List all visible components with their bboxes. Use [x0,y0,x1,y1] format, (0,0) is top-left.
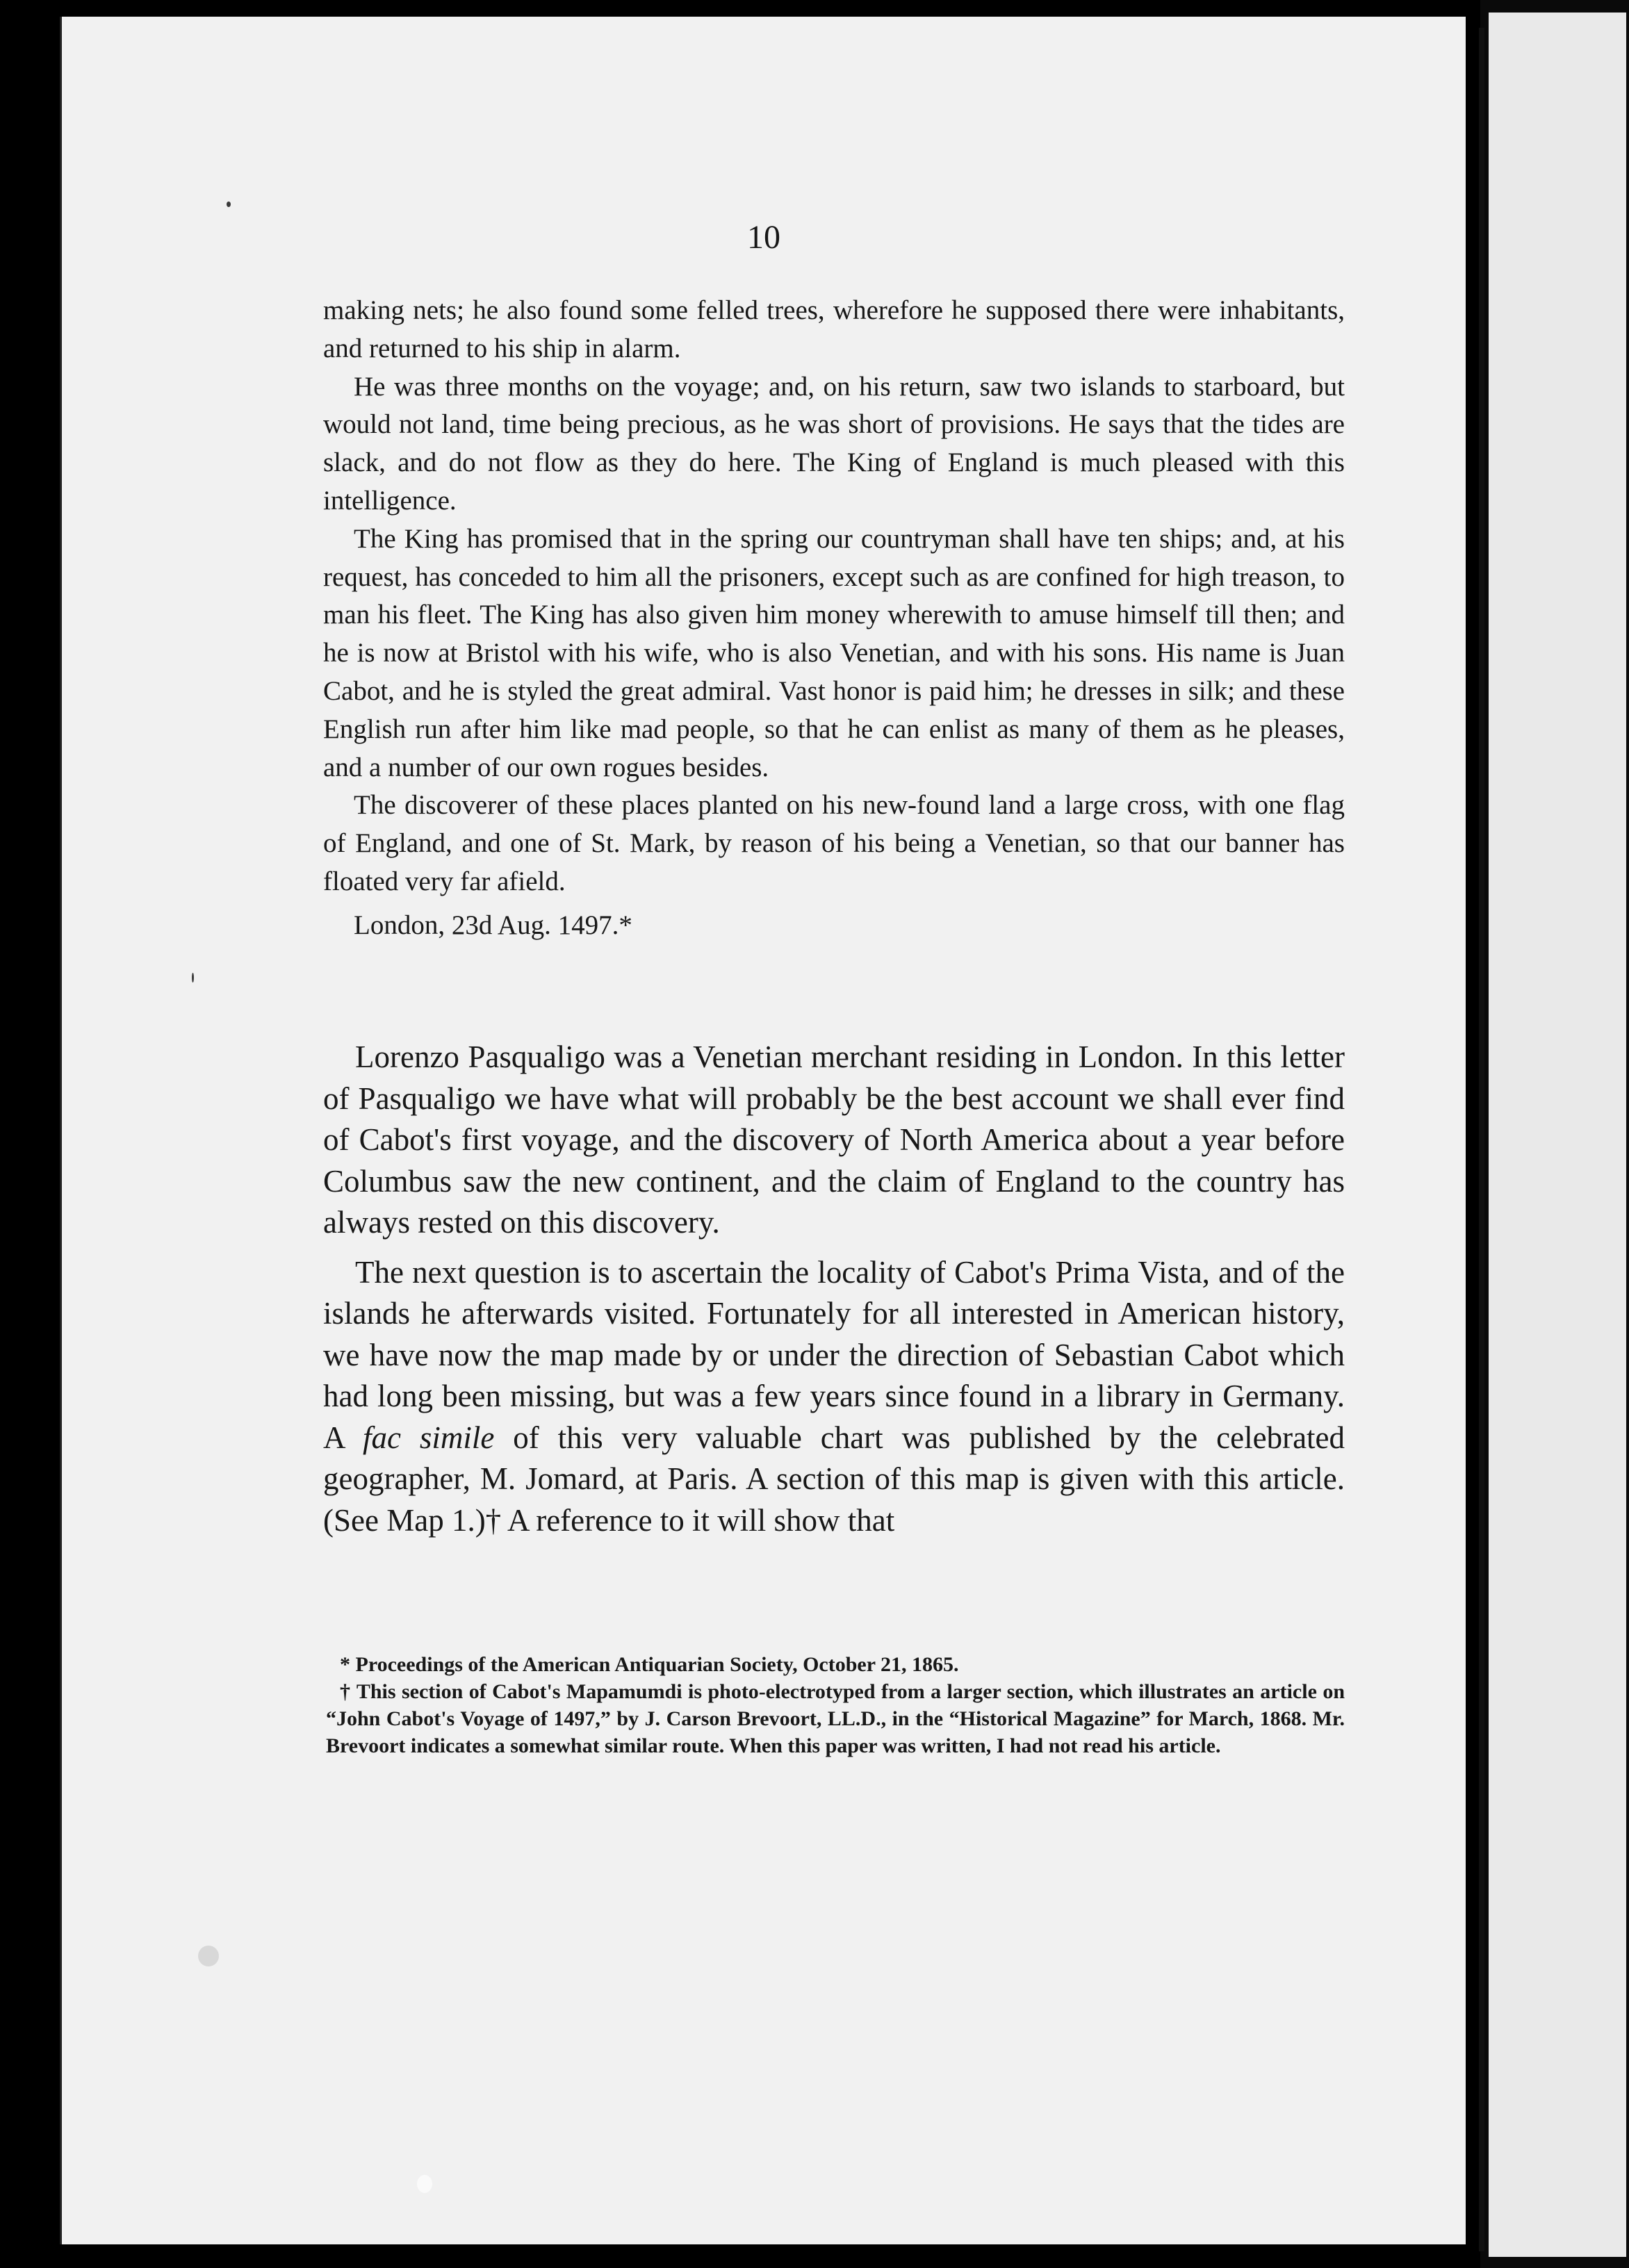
scan-speck [417,2175,432,2193]
italic-text: fac simile [362,1420,495,1455]
book-gutter [1479,28,1484,2251]
main-text [323,1037,1345,1541]
scan-speck [198,1946,219,1966]
body-paragraph [323,1252,1345,1542]
letter-dateline: London, 23d Aug. 1497.* [354,910,632,940]
letter-paragraph: The discoverer of these places planted on his new-found land a large cross, with one flag of England, and one of St. Mark, by reason of his being a Venetian, so that our banner has floated very far afield. [323,790,1345,896]
footnote: † This section of Cabot's Mapamumdi is photo-electrotyped from a larger section, which illustrates an article on “John Cabot's Voyage of 1497,” by J. Carson Brevoort, LL.D., in the “Historical Magazine” for March, 1868. Mr. Brevoort indicates a somewhat similar route. When this paper was written, I had not read his article. [326,1680,1345,1757]
letter-paragraph: The King has promised that in the spring our countryman shall have ten ships; and, at his request, has conceded to him all the prisoners, except such as are confined for high treason, to man his fleet. The King has also given him money wherewith to amuse himself till then; and he is now at Bristol with his wife, who is also Venetian, and with his sons. His name is Juan Cabot, and he is styled the great admiral. Vast honor is paid him; he dresses in silk; and these English run after him like mad people, so that he can enlist as many of them as he pleases, and a number of our own rogues besides. [323,523,1345,782]
footnote: * Proceedings of the American Antiquarian Society, October 21, 1865. [340,1653,959,1676]
book-page [60,17,1466,2244]
letter-paragraph: making nets; he also found some felled trees, wherefore he supposed there were inhabitants, and returned to his ship in alarm. [323,295,1345,363]
letter-paragraph: He was three months on the voyage; and, on his return, saw two islands to starboard, but would not land, time being precious, as he was short of provisions. He says that the tides are slack, and do not flow as they do here. The King of England is much pleased with this intelligence. [323,371,1345,516]
body-text: The next question is to ascertain the locality of Cabot's Prima Vista, and of the islands he afterwards visited. Fortunately for all interested in American history, we have now the map made by or under the direction of Sebastian Cabot which had long been missing, but was a few years since found in a library in Germany. A [323,1254,1345,1455]
scan-speck [227,202,231,207]
body-text: of this very valuable chart was published by the celebrated geographer, M. Jomard, at Paris. A section of this map is given with this article. (See Map 1.)† A reference to it will show that [323,1420,1345,1538]
footnotes [326,1651,1345,1759]
adjacent-page-edge [1489,13,1626,2257]
scan-speck [192,973,194,983]
page-number: 10 [747,219,780,256]
body-paragraph: Lorenzo Pasqualigo was a Venetian merchant residing in London. In this letter of Pasqualigo we have what will probably be the best account we shall ever find of Cabot's first voyage, and the discovery of North America about a year before Columbus saw the new continent, and the claim of England to the country has always rested on this discovery. [323,1040,1345,1240]
quoted-letter [323,292,1345,945]
